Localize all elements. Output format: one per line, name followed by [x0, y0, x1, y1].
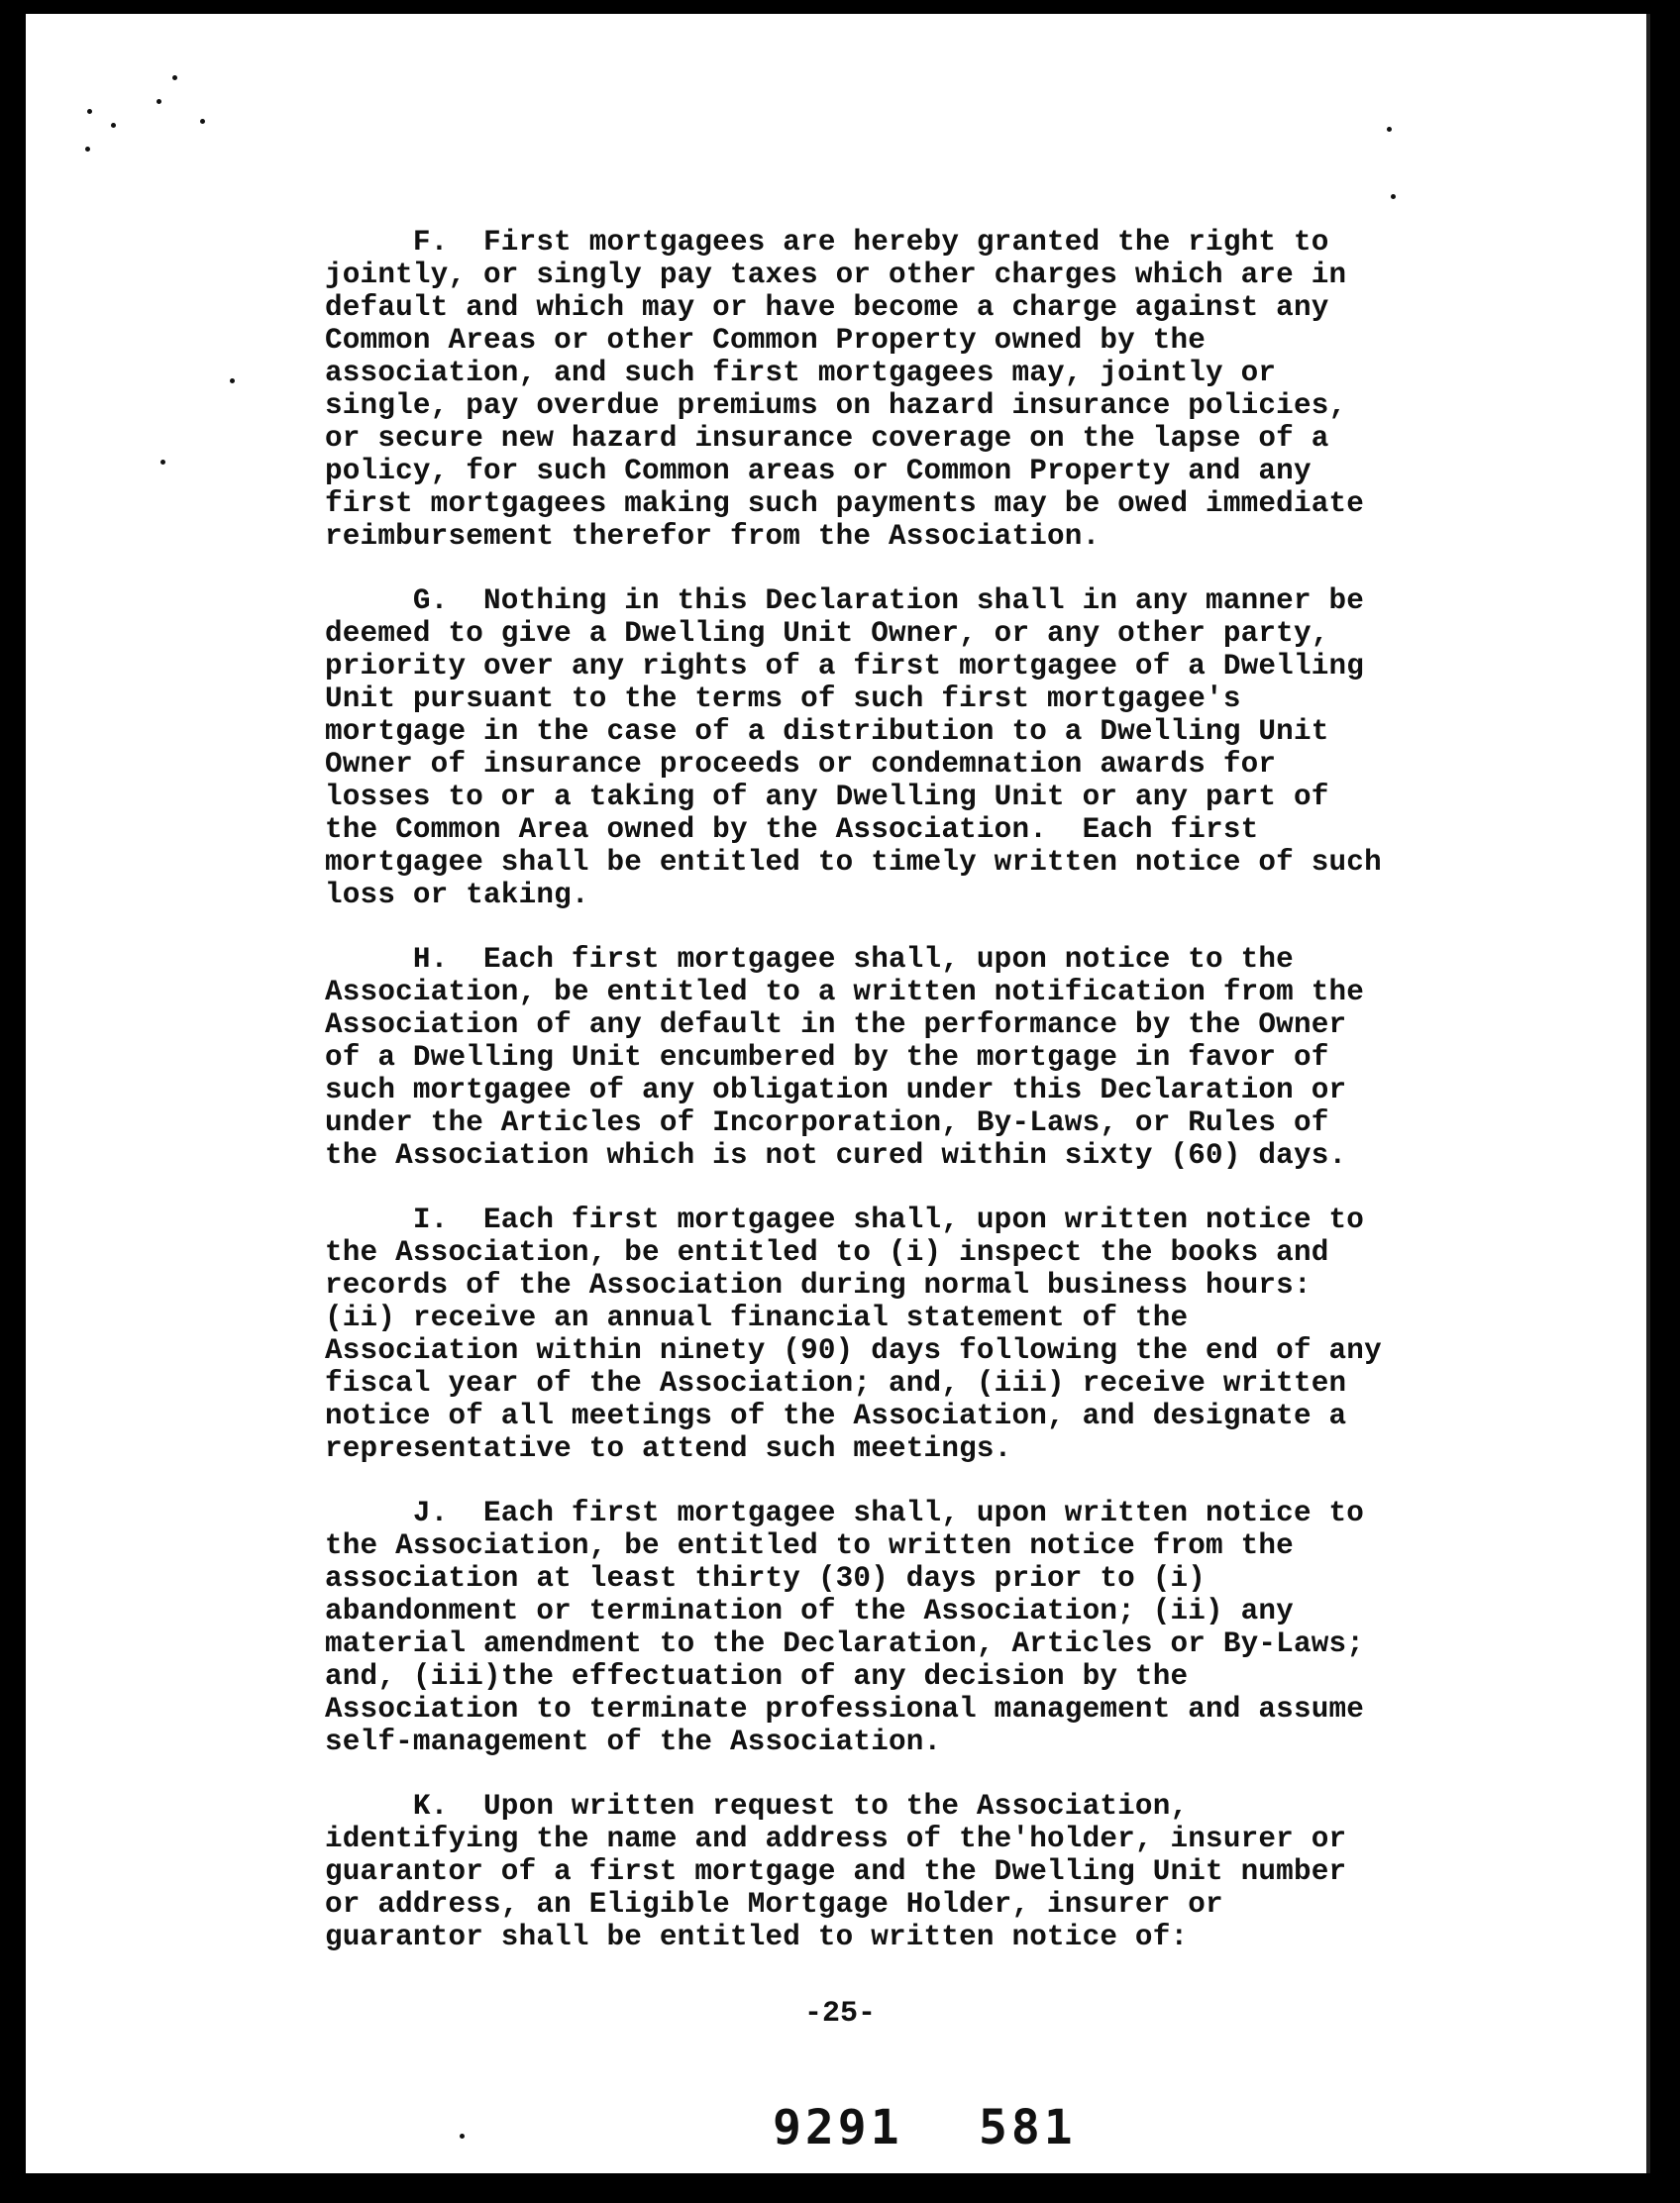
paragraph-g: G. Nothing in this Declaration shall in any manner be deemed to give a Dwelling Unit Owner, or any other party, priority over any rights of a first mortgagee of a Dwelling Unit pursuant to the terms of such first mortgagee's mortgage in the case of a distribution to a Dwelling Unit Owner of insurance proceeds or condemnation awards for losses to or a taking of any Dwelling Unit or any part of the Common Area owned by the Association. Each first mortgagee shall be entitled to timely written notice of such loss or taking. — [325, 584, 1382, 911]
paragraph-j: J. Each first mortgagee shall, upon written notice to the Association, be entitled to written notice from the association at least thirty (30) days prior to (i) abandonment or termination of the Association; (ii) any material amendment to the Declaration, Articles or By-Laws; and, (iii)the effectuation of any decision by the Association to terminate professional management and assume self-management of the Association. — [325, 1497, 1365, 1758]
document-page — [26, 14, 1650, 2173]
scan-speck — [160, 460, 165, 465]
document-body — [325, 226, 1533, 1985]
scan-speck — [157, 99, 161, 104]
scan-speck — [200, 119, 205, 124]
scan-speck — [85, 147, 90, 152]
page-edge — [1646, 14, 1650, 2173]
scan-speck — [172, 75, 177, 80]
scan-speck — [460, 2134, 465, 2139]
paragraph-k: K. Upon written request to the Association, identifying the name and address of the'holder, insurer or guarantor of a first mortgage and the Dwelling Unit number or address, an Eligible Mortgage Holder, insurer or guarantor shall be entitled to written notice of: — [325, 1790, 1347, 1953]
scan-speck — [111, 123, 116, 128]
paragraph-i: I. Each first mortgagee shall, upon written notice to the Association, be entitled to (i) inspect the books and records of the Association during normal business hours: (ii) receive an annual financial statement of the Association within ninety (90) days following the end of any fiscal year of the Association; and, (iii) receive written notice of all meetings of the Association, and designate a representative to attend such meetings. — [325, 1204, 1382, 1465]
recording-stamp-page: 581 — [979, 2100, 1077, 2155]
scan-speck — [1391, 194, 1396, 199]
scan-speck — [1387, 127, 1392, 132]
paragraph-f: F. First mortgagees are hereby granted the right to jointly, or singly pay taxes or other charges which are in default and which may or have become a charge against any Common Areas or other Common Property owned by the association, and such first mortgagees may, jointly or single, pay overdue premiums on hazard insurance policies, or secure new hazard insurance coverage on the lapse of a policy, for such Common areas or Common Property and any first mortgagees making such payments may be owed immediate reimbursement therefor from the Association. — [325, 226, 1365, 553]
scan-speck — [87, 109, 92, 114]
recording-stamp-book: 9291 — [773, 2100, 903, 2155]
scan-speck — [230, 378, 235, 383]
page-number: -25- — [803, 1997, 876, 2031]
paragraph-h: H. Each first mortgagee shall, upon notice to the Association, be entitled to a written notification from the Association of any default in the performance by the Owner of a Dwelling Unit encumbered by the mortgage in favor of such mortgagee of any obligation under this Declaration or under the Articles of Incorporation, By-Laws, or Rules of the Association which is not cured within sixty (60) days. — [325, 943, 1365, 1172]
